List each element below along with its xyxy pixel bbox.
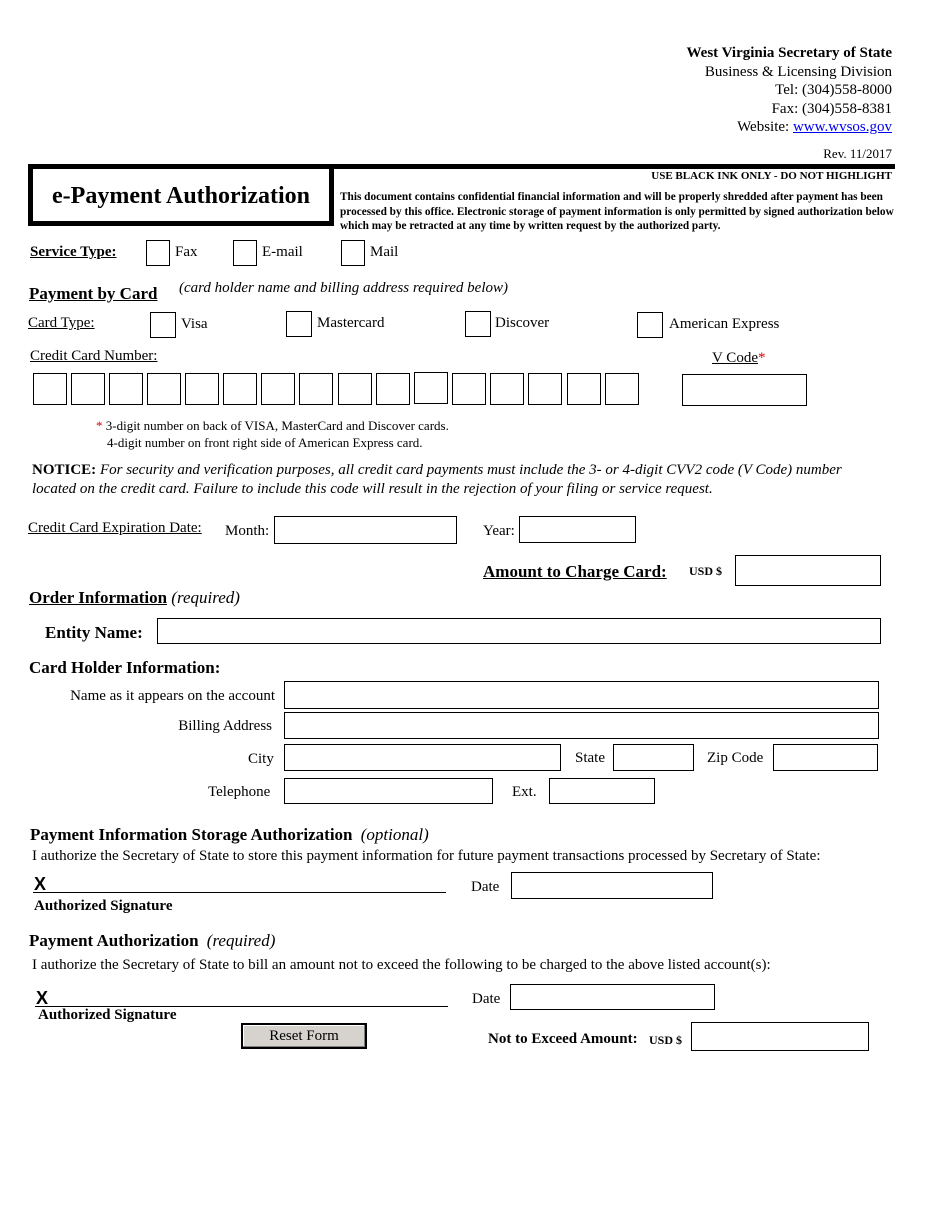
expiration-year-input[interactable] (519, 516, 636, 543)
cc-digit-7[interactable] (261, 373, 295, 405)
website-link[interactable]: www.wvsos.gov (792, 119, 892, 135)
expiration-label: Credit Card Expiration Date: (28, 520, 202, 536)
notice-label: NOTICE: (32, 462, 97, 478)
ext-label: Ext. (512, 784, 537, 800)
ink-notice: USE BLACK INK ONLY - DO NOT HIGHLIGHT (651, 170, 892, 182)
storage-auth-note: (optional) (360, 825, 429, 844)
amount-input[interactable] (735, 555, 881, 586)
confidential-notice: This document contains confidential financial information and will be properly shredded after payment has been processed by this office. Electronic storage of payment information is only permitted by signed authorization below which may be retracted at any time by written request by the authorized party. (340, 191, 894, 232)
vcode-label-wrap (712, 350, 765, 367)
cc-digit-9[interactable] (338, 373, 372, 405)
vcode-asterisk: * (757, 350, 766, 366)
payment-auth-heading-wrap (29, 931, 275, 951)
storage-date-input[interactable] (511, 872, 713, 899)
cc-digit-3[interactable] (109, 373, 143, 405)
agency-name: West Virginia Secretary of State (686, 45, 892, 61)
service-email-checkbox[interactable] (233, 240, 257, 266)
card-discover-label: Discover (495, 315, 550, 331)
cc-digit-16[interactable] (605, 373, 639, 405)
payment-date-input[interactable] (510, 984, 715, 1010)
amount-currency: USD $ (689, 564, 723, 578)
agency-header (686, 44, 892, 137)
service-fax-checkbox[interactable] (146, 240, 170, 266)
order-info-heading-wrap (29, 588, 240, 608)
payment-by-card-note: (card holder name and billing address required below) (179, 280, 508, 296)
telephone-input[interactable] (284, 778, 493, 804)
footnote-asterisk: * (96, 418, 103, 433)
cc-digit-2[interactable] (71, 373, 105, 405)
service-type-label: Service Type: (30, 244, 117, 260)
amount-label: Amount to Charge Card: (483, 562, 667, 581)
cvv-notice (32, 461, 882, 499)
cc-digit-6[interactable] (223, 373, 257, 405)
payment-auth-note: (required) (206, 931, 276, 950)
cc-digit-1[interactable] (33, 373, 67, 405)
payment-by-card-heading: Payment by Card (29, 284, 158, 303)
telephone-label: Telephone (208, 784, 271, 800)
cc-digit-13[interactable] (490, 373, 524, 405)
cc-digit-15[interactable] (567, 373, 601, 405)
agency-website: Website: www.wvsos.gov (737, 119, 892, 135)
month-label: Month: (225, 523, 270, 539)
zip-input[interactable] (773, 744, 878, 771)
service-fax-label: Fax (175, 244, 198, 260)
service-email-label: E-mail (262, 244, 303, 260)
card-holder-heading: Card Holder Information: (29, 658, 221, 677)
storage-auth-heading-wrap (30, 825, 429, 845)
expiration-month-input[interactable] (274, 516, 457, 544)
service-mail-label: Mail (370, 244, 399, 260)
title-box (28, 164, 334, 226)
zip-label: Zip Code (707, 750, 764, 766)
year-label: Year: (483, 523, 515, 539)
agency-fax: Fax: (304)558-8381 (771, 100, 892, 117)
payment-auth-text: I authorize the Secretary of State to bill an amount not to exceed the following to be charged to the above listed account(s): (32, 957, 771, 973)
notice-text: For security and verification purposes, all credit card payments must include the 3- or 4-digit CVV2 code (V Code) number located on the credit card. Failure to include this code will result in the rejection of your filing or service request. (32, 462, 842, 497)
state-input[interactable] (613, 744, 694, 771)
name-on-account-label: Name as it appears on the account (70, 688, 275, 704)
card-mastercard-checkbox[interactable] (286, 311, 312, 337)
agency-tel: Tel: (304)558-8000 (775, 82, 892, 98)
entity-name-input[interactable] (157, 618, 881, 644)
order-info-note: (required) (171, 588, 240, 607)
storage-signature-line[interactable] (33, 892, 446, 893)
not-exceed-currency: USD $ (649, 1033, 683, 1047)
card-mastercard-label: Mastercard (317, 315, 385, 331)
city-input[interactable] (284, 744, 561, 771)
state-label: State (575, 750, 605, 766)
cc-digit-8[interactable] (299, 373, 333, 405)
storage-date-label: Date (471, 879, 500, 895)
storage-auth-text: I authorize the Secretary of State to store this payment information for future payment transactions processed by Secretary of State: (32, 848, 821, 864)
city-label: City (248, 751, 274, 767)
storage-auth-heading: Payment Information Storage Authorization (30, 825, 353, 844)
page-title: e-Payment Authorization (52, 183, 310, 209)
order-info-heading: Order Information (29, 588, 168, 607)
payment-sign-x: X (36, 988, 49, 1008)
name-on-account-input[interactable] (284, 681, 879, 709)
cc-digit-4[interactable] (147, 373, 181, 405)
reset-form-button[interactable]: Reset Form (241, 1023, 367, 1049)
vcode-footnote: * 3-digit number on back of VISA, MasterCard and Discover cards. 4-digit number on front right side of American Express card. (96, 418, 449, 450)
payment-signature-label: Authorized Signature (38, 1007, 177, 1023)
payment-date-label: Date (472, 991, 501, 1007)
cc-digit-11[interactable] (414, 372, 448, 404)
cc-digit-10[interactable] (376, 373, 410, 405)
entity-name-label: Entity Name: (45, 623, 143, 642)
storage-signature-label: Authorized Signature (34, 898, 173, 914)
payment-auth-heading: Payment Authorization (29, 931, 199, 950)
card-amex-checkbox[interactable] (637, 312, 663, 338)
vcode-label: V Code (712, 350, 758, 366)
agency-division: Business & Licensing Division (704, 63, 892, 80)
cc-digit-14[interactable] (528, 373, 562, 405)
card-discover-checkbox[interactable] (465, 311, 491, 337)
billing-address-label: Billing Address (178, 718, 272, 734)
card-type-label: Card Type: (28, 315, 95, 331)
card-visa-label: Visa (181, 316, 208, 332)
billing-address-input[interactable] (284, 712, 879, 739)
cc-number-label: Credit Card Number: (30, 348, 158, 364)
cc-digit-5[interactable] (185, 373, 219, 405)
revision-date: Rev. 11/2017 (823, 146, 892, 161)
cc-digit-12[interactable] (452, 373, 486, 405)
not-exceed-input[interactable] (691, 1022, 869, 1051)
vcode-input[interactable] (682, 374, 807, 406)
card-visa-checkbox[interactable] (150, 312, 176, 338)
card-amex-label: American Express (669, 316, 780, 332)
service-mail-checkbox[interactable] (341, 240, 365, 266)
storage-sign-x: X (34, 874, 47, 894)
ext-input[interactable] (549, 778, 655, 804)
not-exceed-label: Not to Exceed Amount: (488, 1031, 638, 1047)
